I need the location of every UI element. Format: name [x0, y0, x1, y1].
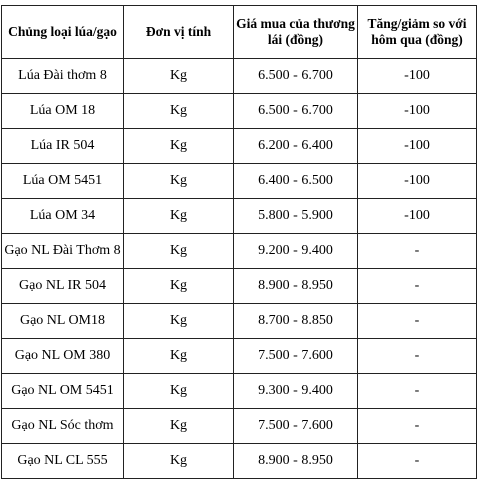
cell-change: -100 [358, 199, 477, 234]
cell-unit: Kg [124, 444, 234, 479]
header-trader-price: Giá mua của thương lái (đồng) [234, 6, 358, 59]
table-row [2, 94, 477, 129]
cell-rice-type: Gạo NL Sóc thơm [2, 409, 124, 444]
table-row [2, 409, 477, 444]
cell-unit: Kg [124, 269, 234, 304]
cell-price: 5.800 - 5.900 [234, 199, 358, 234]
cell-unit: Kg [124, 374, 234, 409]
cell-unit: Kg [124, 94, 234, 129]
cell-unit: Kg [124, 304, 234, 339]
cell-change: -100 [358, 164, 477, 199]
cell-change: - [358, 374, 477, 409]
table-body [2, 59, 477, 479]
cell-change: -100 [358, 59, 477, 94]
cell-rice-type: Lúa OM 18 [2, 94, 124, 129]
cell-price: 7.500 - 7.600 [234, 409, 358, 444]
cell-price: 6.400 - 6.500 [234, 164, 358, 199]
header-unit: Đơn vị tính [124, 6, 234, 59]
header-rice-type: Chủng loại lúa/gạo [2, 6, 124, 59]
cell-price: 7.500 - 7.600 [234, 339, 358, 374]
header-row [2, 6, 477, 59]
cell-price: 9.200 - 9.400 [234, 234, 358, 269]
cell-unit: Kg [124, 129, 234, 164]
cell-price: 6.200 - 6.400 [234, 129, 358, 164]
cell-unit: Kg [124, 199, 234, 234]
cell-price: 8.900 - 8.950 [234, 444, 358, 479]
cell-change: - [358, 269, 477, 304]
cell-unit: Kg [124, 164, 234, 199]
cell-rice-type: Gạo NL OM 380 [2, 339, 124, 374]
cell-rice-type: Lúa IR 504 [2, 129, 124, 164]
cell-price: 6.500 - 6.700 [234, 59, 358, 94]
table-row [2, 304, 477, 339]
table-row [2, 339, 477, 374]
cell-change: - [358, 234, 477, 269]
cell-unit: Kg [124, 409, 234, 444]
table-row [2, 374, 477, 409]
cell-price: 9.300 - 9.400 [234, 374, 358, 409]
cell-change: - [358, 339, 477, 374]
cell-rice-type: Gạo NL CL 555 [2, 444, 124, 479]
cell-rice-type: Gạo NL IR 504 [2, 269, 124, 304]
cell-unit: Kg [124, 59, 234, 94]
cell-rice-type: Lúa OM 34 [2, 199, 124, 234]
table-row [2, 234, 477, 269]
cell-rice-type: Lúa OM 5451 [2, 164, 124, 199]
cell-price: 8.900 - 8.950 [234, 269, 358, 304]
cell-price: 8.700 - 8.850 [234, 304, 358, 339]
cell-change: -100 [358, 94, 477, 129]
table-row [2, 59, 477, 94]
rice-price-table [1, 5, 477, 479]
table-row [2, 199, 477, 234]
cell-change: - [358, 304, 477, 339]
cell-change: - [358, 444, 477, 479]
cell-rice-type: Gạo NL Đài Thơm 8 [2, 234, 124, 269]
cell-change: -100 [358, 129, 477, 164]
table-header [2, 6, 477, 59]
table-row [2, 444, 477, 479]
cell-change: - [358, 409, 477, 444]
header-change: Tăng/giảm so với hôm qua (đồng) [358, 6, 477, 59]
cell-price: 6.500 - 6.700 [234, 94, 358, 129]
cell-unit: Kg [124, 234, 234, 269]
cell-unit: Kg [124, 339, 234, 374]
cell-rice-type: Gạo NL OM 5451 [2, 374, 124, 409]
table-row [2, 164, 477, 199]
cell-rice-type: Lúa Đài thơm 8 [2, 59, 124, 94]
table-row [2, 269, 477, 304]
cell-rice-type: Gạo NL OM18 [2, 304, 124, 339]
table-row [2, 129, 477, 164]
